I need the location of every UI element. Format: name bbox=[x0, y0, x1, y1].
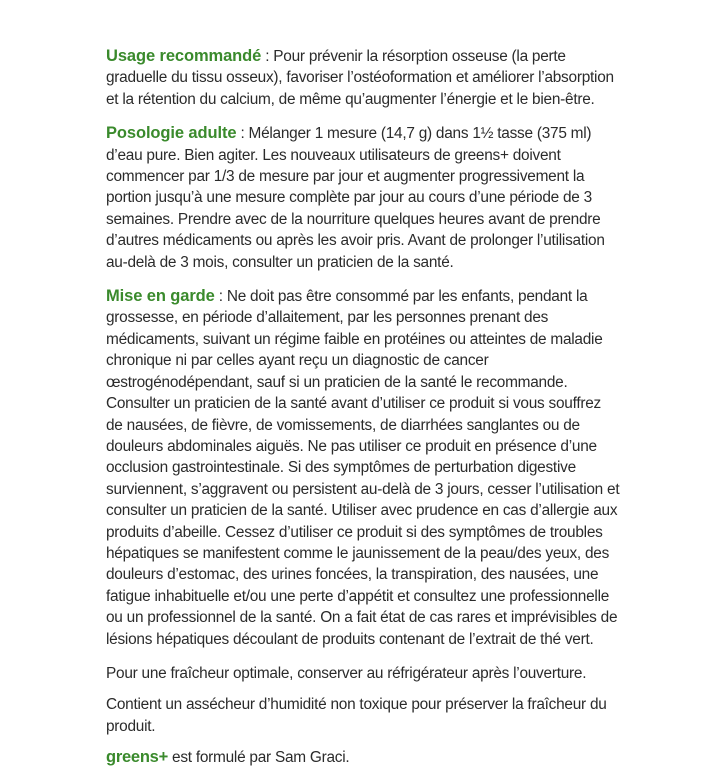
dosage-paragraph bbox=[106, 123, 620, 273]
usage-text: : Pour prévenir la résorption osseuse (la perte graduelle du tissu osseux), favoriser l’ostéoformation et améliorer l’absorption et la rétention du calcium, de même qu’augmenter l’énergie et le bien-être. bbox=[106, 48, 614, 108]
usage-label: Usage recommandé bbox=[106, 47, 262, 65]
warning-label: Mise en garde bbox=[106, 287, 215, 306]
formulator-text: est formulé par Sam Graci. bbox=[168, 749, 350, 767]
desiccant-paragraph: Contient un assécheur d’humidité non toxique pour préserver la fraîcheur du produit. bbox=[106, 696, 607, 735]
dosage-text: : Mélanger 1 mesure (14,7 g) dans 1½ tasse (375 ml) d’eau pure. Bien agiter. Les nouveaux utilisateurs de greens+ doivent commencer par 1/3 de mesure par jour et augmenter progressivement la portion jusqu’à une mesure complète par jour au cours d’une période de 3 semaines. Prendre avec de la nourriture quelques heures avant de prendre d’autres médicaments ou après les avoir pris. Avant de prolonger l’utilisation au-delà de 3 mois, consulter un praticien de la santé. bbox=[106, 125, 605, 271]
dosage-label: Posologie adulte bbox=[106, 124, 237, 143]
warning-paragraph bbox=[106, 286, 620, 650]
formulator-paragraph bbox=[106, 747, 620, 768]
warning-text: : Ne doit pas être consommé par les enfants, pendant la grossesse, en période d’allaitement, par les personnes prenant des médicaments, suivant un régime faible en protéines ou atteintes de maladie chronique ni par celles ayant reçu un diagnostic de cancer œstrogénodépendant, sauf si un praticien de la santé le recommande. Consulter un praticien de la santé avant d’utiliser ce produit si vous souffrez de nausées, de fièvre, de vomissements, de diarrhées sanglantes ou de douleurs abdominales aiguës. Ne pas utiliser ce produit en présence d’une occlusion gastrointestinale. Si des symptômes de perturbation digestive surviennent, s’aggravent ou persistent au-delà de 3 jours, cesser l’utilisation et consulter un praticien de la santé. Utiliser avec prudence en cas d’allergie aux produits d’abeille. Cessez d’utiliser ce produit si des symptômes de troubles hépatiques se manifestent comme le jaunissement de la peau/des yeux, des douleurs d’estomac, des urines foncées, la transpiration, des nausées, une fatigue inhabituelle et/ou une perte d’appétit et consultez une professionnelle ou un professionnel de la santé. On a fait état de cas rares et imprévisibles de lésions hépatiques découlant de produits contenant de l’extrait de thé vert. bbox=[106, 288, 620, 648]
storage-paragraph: Pour une fraîcheur optimale, conserver au réfrigérateur après l’ouverture. bbox=[106, 664, 587, 682]
product-label-text bbox=[106, 46, 620, 782]
usage-paragraph bbox=[106, 46, 620, 110]
brand-name: greens+ bbox=[106, 748, 168, 767]
